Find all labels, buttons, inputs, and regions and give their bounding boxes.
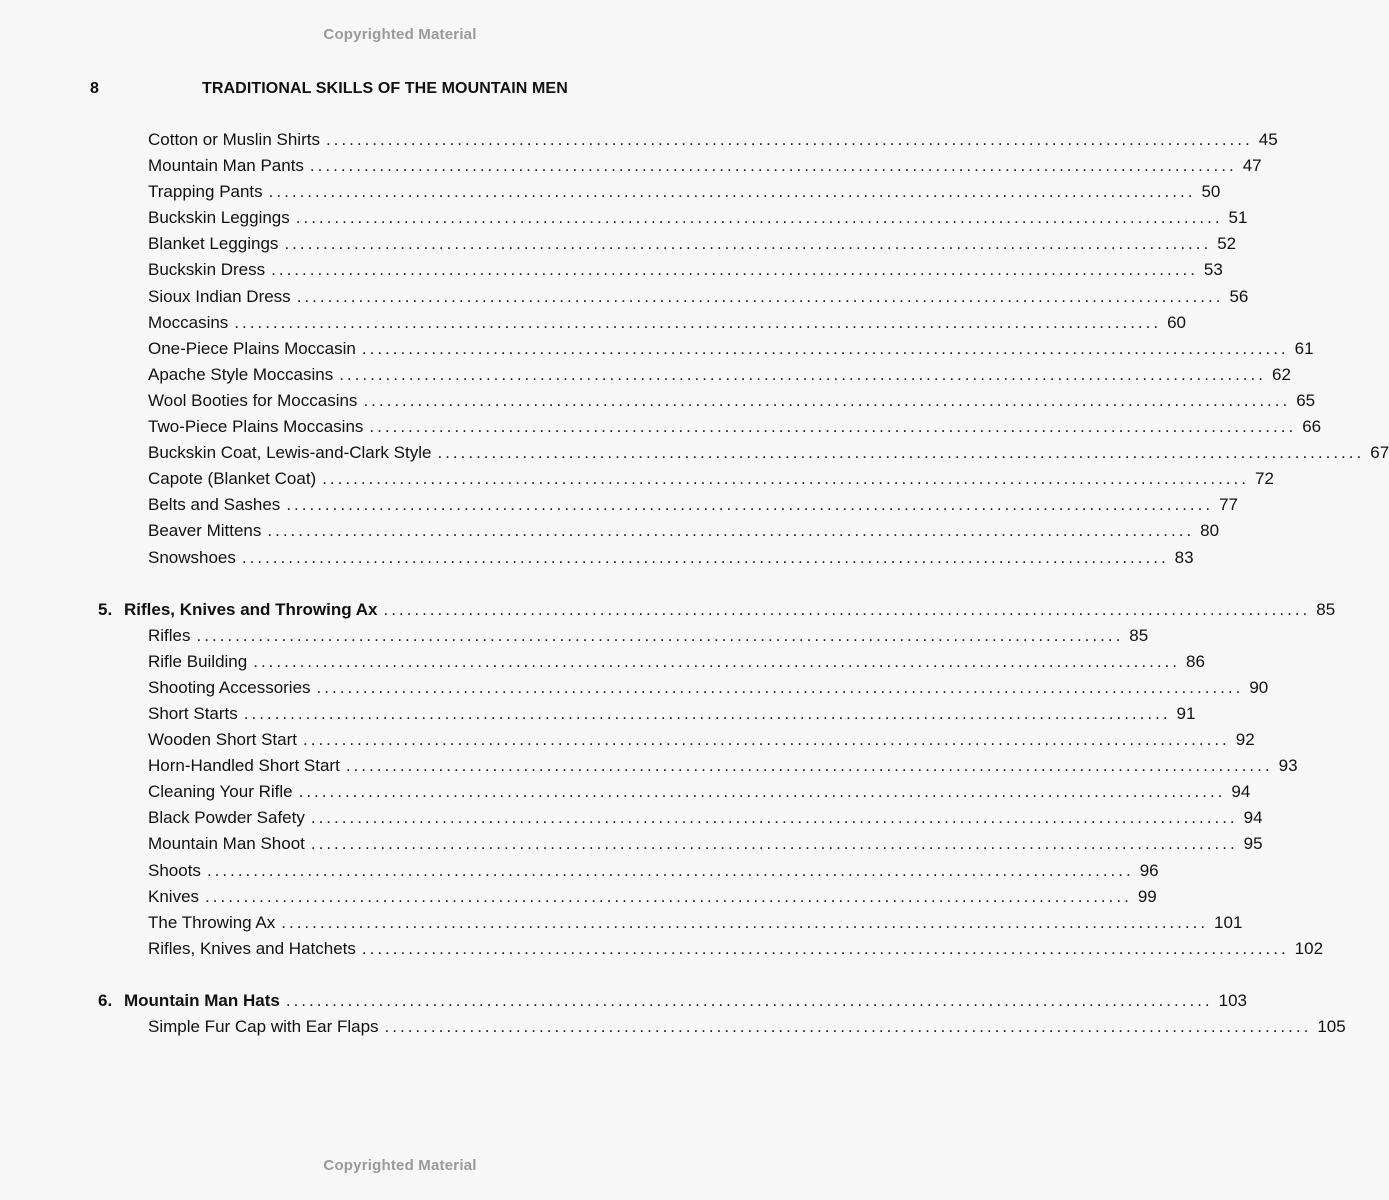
toc-entry-title: Rifles, Knives and Hatchets <box>148 938 356 958</box>
leader-dots: ........................................................................................................................ <box>345 756 1273 776</box>
toc-entry[interactable] <box>98 234 1237 260</box>
toc-entry-title: Trapping Pants <box>148 182 263 202</box>
toc-entry-page-number: 95 <box>1243 834 1263 854</box>
toc-entry-page-number: 50 <box>1201 182 1221 202</box>
toc-entry-title: Mountain Man Shoot <box>148 834 305 854</box>
leader-dots: ........................................................................................................................ <box>309 156 1237 176</box>
toc-entry[interactable] <box>98 703 1196 730</box>
toc-entry-title: Buckskin Leggings <box>148 208 290 228</box>
toc-entry-page-number: 53 <box>1203 260 1223 280</box>
toc-entry[interactable] <box>98 756 1298 782</box>
toc-entry-page-number: 85 <box>1129 625 1149 645</box>
page-number: 8 <box>90 80 99 97</box>
toc-entry[interactable] <box>98 782 1251 808</box>
chapter-heading-5[interactable] <box>98 599 1336 626</box>
toc-entry[interactable] <box>98 860 1159 887</box>
toc-entry-title: Horn-Handled Short Start <box>148 756 340 776</box>
leader-dots: ........................................................................................................................ <box>303 730 1230 750</box>
toc-entry[interactable] <box>98 338 1314 365</box>
toc-entry[interactable] <box>98 156 1262 182</box>
leader-dots: ........................................................................................................................ <box>271 260 1198 280</box>
toc-entry-page-number: 105 <box>1317 1017 1346 1036</box>
toc-entry[interactable] <box>98 260 1223 286</box>
toc-entry-title: Cleaning Your Rifle <box>148 782 293 802</box>
leader-dots: ........................................................................................................................ <box>437 443 1365 463</box>
toc-entry-page-number: 83 <box>1174 547 1194 567</box>
leader-dots: ........................................................................................................................ <box>253 651 1181 671</box>
toc-entry-title: Apache Style Moccasins <box>148 364 334 384</box>
leader-dots: ........................................................................................................................ <box>298 782 1226 802</box>
toc-entry-page-number: 80 <box>1200 521 1220 541</box>
toc-section-hats <box>98 1017 1346 1043</box>
toc-entry[interactable] <box>98 443 1389 469</box>
leader-dots: ........................................................................................................................ <box>243 703 1171 723</box>
toc-entry-title: Beaver Mittens <box>148 521 262 541</box>
leader-dots: ........................................................................................................................ <box>310 808 1238 828</box>
leader-dots: ........................................................................................................................ <box>383 599 1311 619</box>
leader-dots: ........................................................................................................................ <box>196 625 1124 645</box>
toc-entry-page-number: 67 <box>1370 443 1389 463</box>
toc-entry[interactable] <box>98 730 1255 756</box>
toc-entry-page-number: 101 <box>1214 912 1243 932</box>
toc-entry-page-number: 94 <box>1243 808 1263 828</box>
toc-entry[interactable] <box>98 912 1243 939</box>
copyright-watermark-bottom: Copyrighted Material <box>323 1157 477 1174</box>
toc-entry[interactable] <box>98 286 1249 313</box>
toc-entry[interactable] <box>98 390 1316 417</box>
chapter-number: 5. <box>98 599 113 619</box>
leader-dots: ........................................................................................................................ <box>268 182 1196 202</box>
toc-entry-page-number: 99 <box>1137 886 1157 906</box>
toc-entry-title: Wooden Short Start <box>148 730 297 750</box>
chapter-page-number: 103 <box>1218 990 1247 1010</box>
leader-dots: ........................................................................................................................ <box>205 886 1132 906</box>
toc-entry-page-number: 92 <box>1235 730 1255 750</box>
toc-entry-title: Snowshoes <box>148 547 236 567</box>
toc-entry-title: Cotton or Muslin Shirts <box>148 130 320 149</box>
toc-entry-page-number: 51 <box>1228 208 1248 228</box>
toc-entry-title: Rifle Building <box>148 651 248 671</box>
toc-entry-title: Mountain Man Pants <box>148 156 304 176</box>
toc-entry-title: Buckskin Dress <box>148 260 266 280</box>
toc-entry[interactable] <box>98 521 1220 547</box>
toc-entry-title: The Throwing Ax <box>148 912 276 932</box>
toc-entry-title: Moccasins <box>148 312 229 332</box>
toc-entry[interactable] <box>98 547 1194 574</box>
toc-entry-title: Buckskin Coat, Lewis-and-Clark Style <box>148 443 432 463</box>
toc-entry-title: Black Powder Safety <box>148 808 305 828</box>
leader-dots: ........................................................................................................................ <box>361 938 1289 958</box>
toc-entry-page-number: 61 <box>1294 338 1314 358</box>
copyright-watermark-top: Copyrighted Material <box>323 26 477 43</box>
section-gap <box>98 574 690 600</box>
toc-entry[interactable] <box>98 208 1248 234</box>
toc-entry-title: Rifles <box>148 625 191 645</box>
toc-entry-page-number: 77 <box>1219 495 1239 515</box>
chapter-number: 6. <box>98 990 113 1010</box>
toc-entry-page-number: 96 <box>1139 860 1159 880</box>
toc-entry[interactable] <box>98 182 1221 208</box>
leader-dots: ........................................................................................................................ <box>384 1017 1312 1036</box>
toc-entry-title: Sioux Indian Dress <box>148 286 291 306</box>
leader-dots: ........................................................................................................................ <box>241 547 1169 567</box>
toc-entry-page-number: 93 <box>1278 756 1298 776</box>
toc-entry-title: Shoots <box>148 860 201 880</box>
toc-entry[interactable] <box>98 651 1205 678</box>
leader-dots: ........................................................................................................................ <box>361 338 1289 358</box>
toc-section-clothing <box>98 130 1389 574</box>
toc-entry[interactable] <box>98 130 1278 156</box>
table-of-contents <box>98 130 1389 1043</box>
toc-entry-page-number: 52 <box>1217 234 1237 254</box>
leader-dots: ........................................................................................................................ <box>206 860 1134 880</box>
chapter-page-number: 85 <box>1316 599 1336 619</box>
toc-entry[interactable] <box>98 625 1149 652</box>
toc-entry-page-number: 47 <box>1242 156 1262 176</box>
toc-entry-title: Blanket Leggings <box>148 234 279 254</box>
toc-entry-title: Knives <box>148 886 200 906</box>
toc-entry-page-number: 56 <box>1229 286 1249 306</box>
toc-entry-title: Wool Booties for Moccasins <box>148 390 358 410</box>
toc-entry-page-number: 65 <box>1296 390 1316 410</box>
leader-dots: ........................................................................................................................ <box>296 286 1224 306</box>
leader-dots: ........................................................................................................................ <box>325 130 1253 149</box>
leader-dots: ........................................................................................................................ <box>281 912 1209 932</box>
leader-dots: ........................................................................................................................ <box>316 677 1244 697</box>
leader-dots: ........................................................................................................................ <box>286 495 1214 515</box>
leader-dots: ........................................................................................................................ <box>322 469 1249 489</box>
toc-entry-page-number: 91 <box>1176 703 1196 723</box>
toc-entry[interactable] <box>98 364 1291 391</box>
toc-entry-title: Two-Piece Plains Moccasins <box>148 417 364 437</box>
leader-dots: ........................................................................................................................ <box>339 364 1266 384</box>
toc-entry-page-number: 72 <box>1254 469 1274 489</box>
chapter-heading-6[interactable] <box>98 990 1247 1017</box>
toc-entry-page-number: 66 <box>1302 417 1322 437</box>
toc-entry-title: Short Starts <box>148 703 238 723</box>
toc-entry-title: Shooting Accessories <box>148 677 311 697</box>
toc-entry-title: Simple Fur Cap with Ear Flaps <box>148 1017 379 1036</box>
toc-entry[interactable] <box>98 1017 1346 1043</box>
toc-entry-page-number: 60 <box>1167 312 1187 332</box>
toc-entry[interactable] <box>98 495 1239 521</box>
toc-entry-title: Belts and Sashes <box>148 495 281 515</box>
toc-entry[interactable] <box>98 417 1322 443</box>
chapter-title: Rifles, Knives and Throwing Ax <box>124 599 378 619</box>
toc-entry[interactable] <box>98 938 1324 965</box>
toc-entry-page-number: 94 <box>1231 782 1251 802</box>
toc-entry-page-number: 45 <box>1258 130 1278 149</box>
toc-entry[interactable] <box>98 312 1187 339</box>
toc-entry-page-number: 90 <box>1249 677 1269 697</box>
leader-dots: ........................................................................................................................ <box>284 234 1212 254</box>
toc-entry-page-number: 62 <box>1271 364 1291 384</box>
toc-entry-page-number: 86 <box>1186 651 1205 671</box>
toc-entry[interactable] <box>98 469 1274 495</box>
leader-dots: ........................................................................................................................ <box>295 208 1223 228</box>
running-header <box>90 80 590 100</box>
toc-entry-page-number: 102 <box>1294 938 1324 958</box>
leader-dots: ........................................................................................................................ <box>310 834 1238 854</box>
section-gap <box>98 965 690 991</box>
toc-entry-title: Capote (Blanket Coat) <box>148 469 317 489</box>
leader-dots: ........................................................................................................................ <box>267 521 1195 541</box>
leader-dots: ........................................................................................................................ <box>234 312 1162 332</box>
toc-entry-title: One-Piece Plains Moccasin <box>148 338 356 358</box>
toc-entry[interactable] <box>98 808 1263 834</box>
toc-entry[interactable] <box>98 677 1269 704</box>
leader-dots: ........................................................................................................................ <box>363 390 1291 410</box>
toc-entry[interactable] <box>98 834 1263 860</box>
toc-entry[interactable] <box>98 886 1157 913</box>
leader-dots: ........................................................................................................................ <box>369 417 1297 437</box>
chapter-title: Mountain Man Hats <box>124 990 280 1010</box>
book-title: TRADITIONAL SKILLS OF THE MOUNTAIN MEN <box>202 80 568 97</box>
leader-dots: ........................................................................................................................ <box>285 990 1213 1010</box>
toc-section-rifles <box>98 625 1324 965</box>
